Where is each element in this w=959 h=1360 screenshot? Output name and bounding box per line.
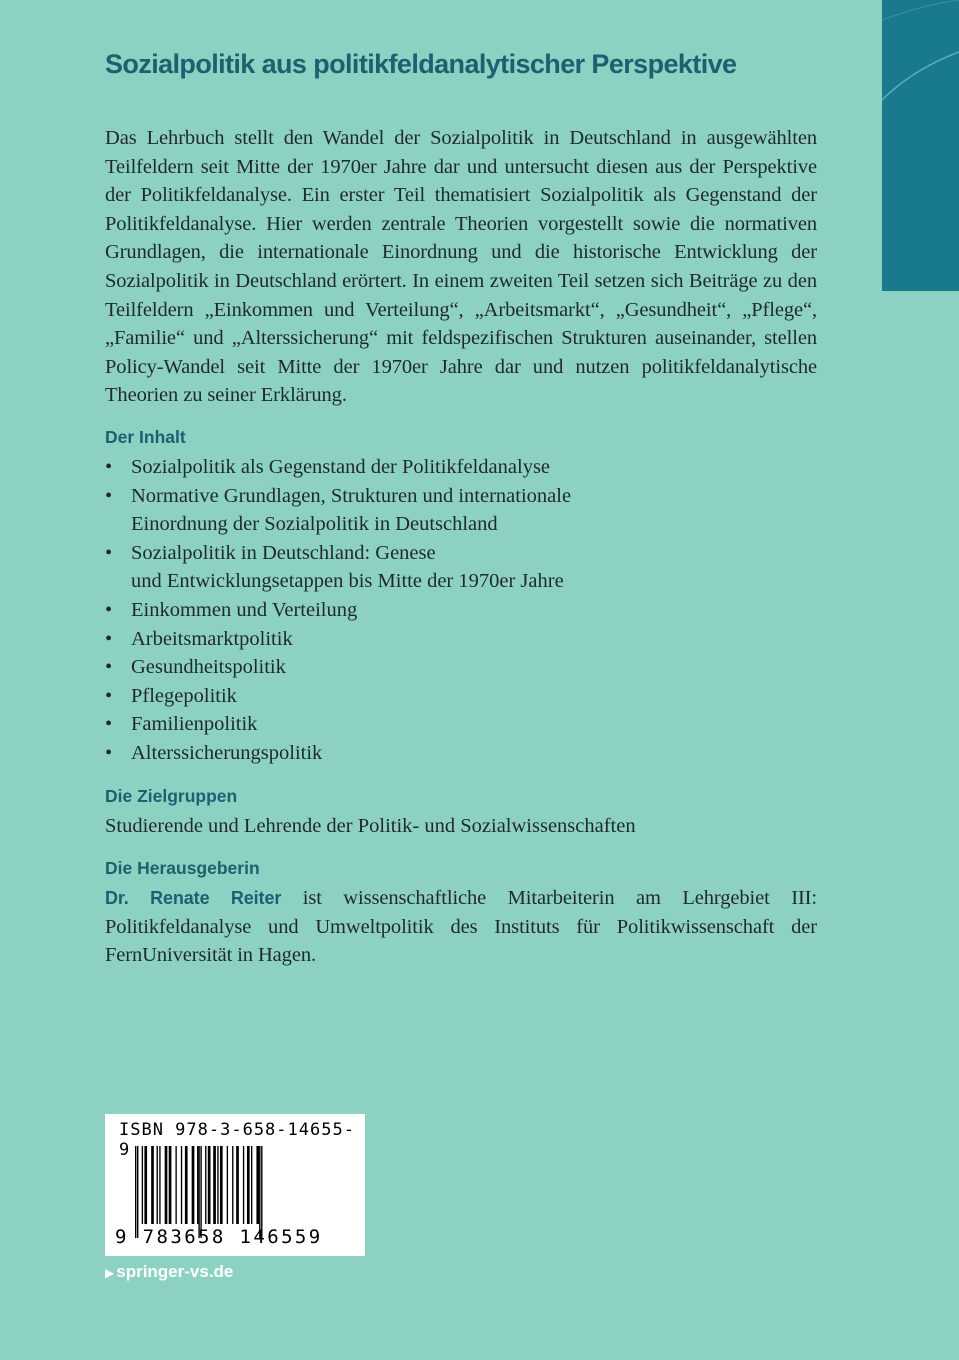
- book-title: Sozialpolitik aus politikfeldanalytischer Perspektive: [105, 49, 737, 79]
- contents-item-line: Einordnung der Sozialpolitik in Deutschland: [131, 513, 498, 536]
- bullet-icon: •: [105, 541, 113, 564]
- contents-list-item: [105, 653, 817, 682]
- isbn-barcode: [105, 1114, 365, 1256]
- contents-item-line: Alterssicherungspolitik: [131, 741, 323, 764]
- barcode-digits: 9 783658 146559: [115, 1226, 323, 1248]
- audience-heading: Die Zielgruppen: [105, 786, 238, 807]
- contents-item-line: Sozialpolitik als Gegenstand der Politikfeldanalyse: [131, 455, 551, 478]
- audience-text: Studierende und Lehrende der Politik- und Sozialwissenschaften: [105, 815, 636, 838]
- contents-list-item: [105, 710, 817, 739]
- bullet-icon: •: [105, 684, 113, 707]
- bullet-icon: •: [105, 656, 113, 679]
- contents-list: [105, 453, 817, 768]
- contents-item-line: Familienpolitik: [131, 713, 258, 736]
- website-text: springer-vs.de: [116, 1262, 234, 1281]
- bullet-icon: •: [105, 741, 113, 764]
- contents-item-line: Sozialpolitik in Deutschland: Genese: [131, 541, 436, 564]
- book-description: Das Lehrbuch stellt den Wandel der Sozialpolitik in Deutschland in ausgewählten Teilfeldern seit Mitte der 1970er Jahre dar und untersucht diesen aus der Perspektive der Politikfeldanalyse. Ein erster Teil thematisiert Sozialpolitik als Gegenstand der Politikfeldanalyse. Hier werden zentrale Theorien vorgestellt sowie die normativen Grundlagen, die internationale Einordnung und die historische Entwicklung der Sozialpolitik in Deutschland erörtert. In einem zweiten Teil setzen sich Beiträge zu den Teilfeldern „Einkommen und Verteilung“, „Arbeitsmarkt“, „Gesundheit“, „Pflege“, „Familie“ und „Alterssicherung“ mit feldspezifischen Strukturen auseinander, stellen Policy-Wandel seit Mitte der 1970er Jahre dar und nutzen politikfeldanalytische Theorien zu seiner Erklärung.: [105, 127, 817, 407]
- contents-list-item: [105, 682, 817, 711]
- contents-item-line: und Entwicklungsetappen bis Mitte der 1970er Jahre: [131, 570, 564, 593]
- contents-list-item: [105, 453, 817, 482]
- editor-name: Dr. Renate Reiter: [105, 888, 282, 909]
- bullet-icon: •: [105, 455, 113, 478]
- bullet-icon: •: [105, 484, 113, 507]
- bullet-icon: •: [105, 627, 113, 650]
- contents-heading: Der Inhalt: [105, 426, 186, 447]
- contents-list-item: [105, 739, 817, 768]
- contents-item-line: Normative Grundlagen, Strukturen und internationale: [131, 484, 572, 507]
- corner-color-block: [882, 0, 959, 291]
- editor-heading: Die Herausgeberin: [105, 858, 260, 879]
- publisher-website[interactable]: [105, 1262, 233, 1282]
- editor-bio: [105, 884, 817, 970]
- contents-item-line: Pflegepolitik: [131, 684, 237, 707]
- contents-list-item: [105, 482, 817, 539]
- contents-list-item: [105, 539, 817, 596]
- arrow-icon: ▶: [105, 1266, 115, 1280]
- isbn-label: ISBN 978-3-658-14655-9: [119, 1120, 355, 1160]
- bullet-icon: •: [105, 598, 113, 621]
- contents-item-line: Einkommen und Verteilung: [131, 598, 358, 621]
- back-cover-content: [105, 44, 817, 970]
- editor-bio-text: ist wissenschaftliche Mitarbeiterin am Lehrgebiet III: Politikfeldanalyse und Umweltpolitik des Instituts für Politikwissenschaft der FernUniversität in Hagen.: [105, 887, 817, 967]
- contents-item-line: Arbeitsmarktpolitik: [131, 627, 293, 650]
- bullet-icon: •: [105, 713, 113, 736]
- contents-item-line: Gesundheitspolitik: [131, 656, 286, 679]
- contents-list-item: [105, 596, 817, 625]
- corner-swoosh-graphic: [882, 0, 959, 291]
- contents-list-item: [105, 625, 817, 654]
